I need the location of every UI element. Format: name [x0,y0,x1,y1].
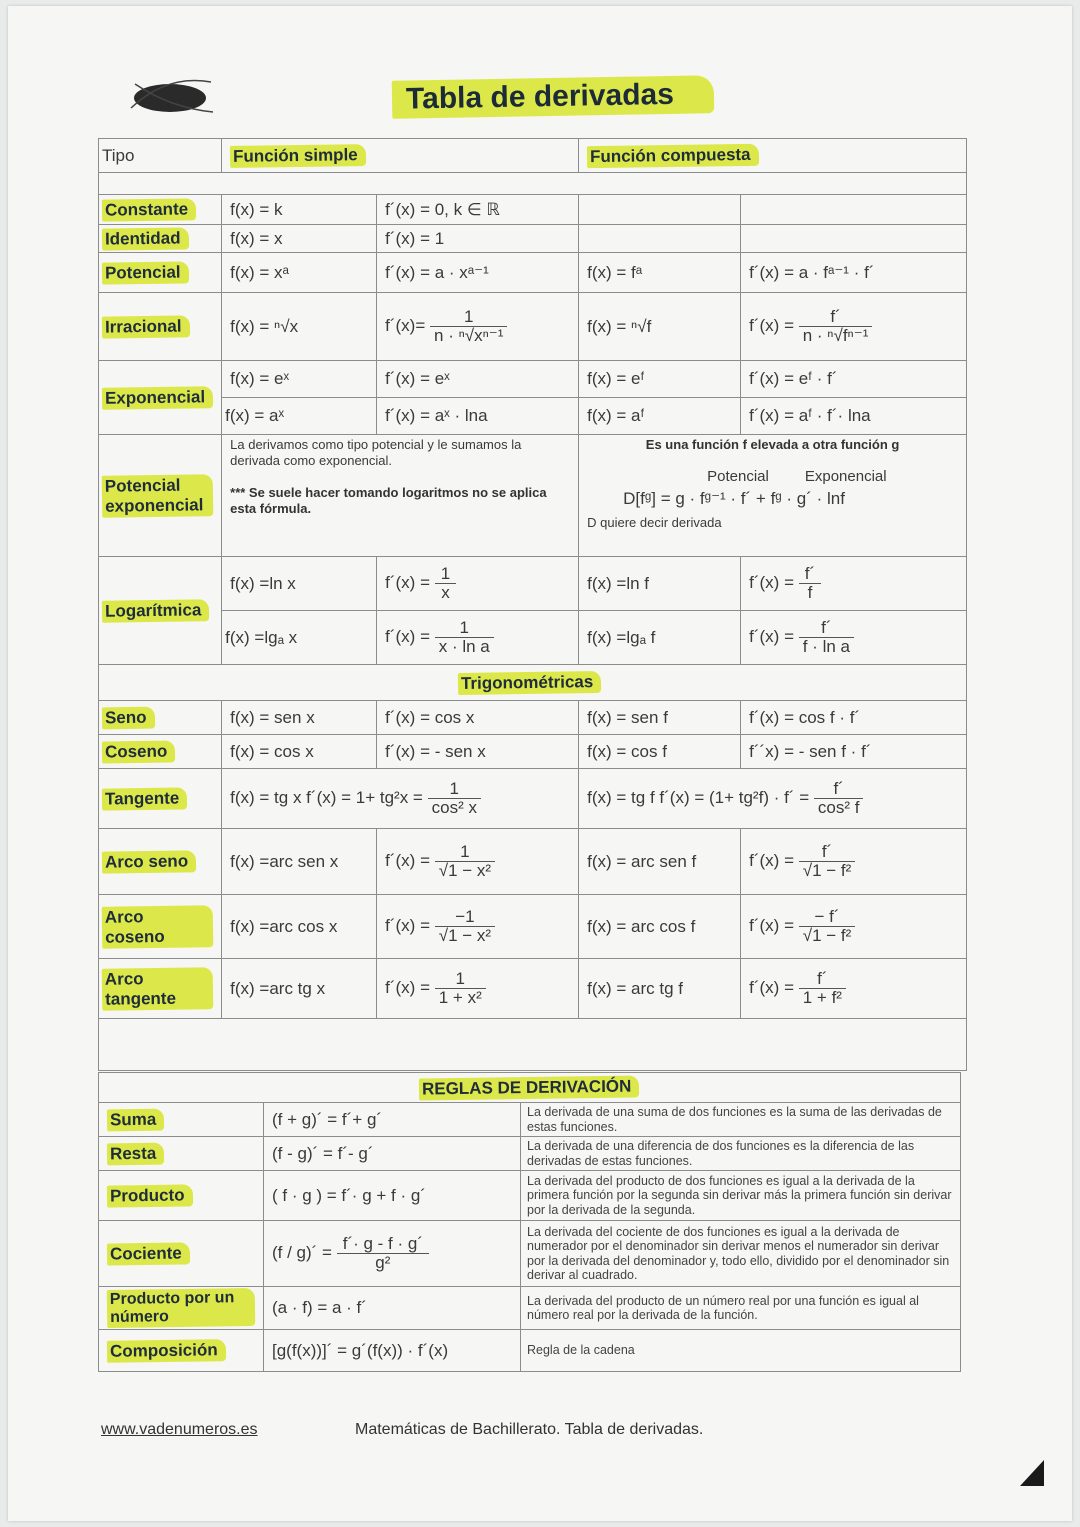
potexp-note2: *** Se suele hacer tomando logaritmos no se aplica esta fórmula. [230,485,547,516]
cell-g: f(x) =lgₐ f [579,611,741,665]
row-label-arcocoseno: Arco coseno [99,895,222,959]
cell-dg: f´(x) = $\frac{f´}{\text{f · ln a}}$ [741,611,967,665]
potexp-formula-cell [579,435,967,557]
cell-g: f(x) = aᶠ [579,398,741,435]
cell-df: f´(x) = $\frac{1}{x}$ [377,557,579,611]
row-label-coseno: Coseno [99,735,222,769]
cell-dg: f´(x) = $\frac{f´}{f}$ [741,557,967,611]
cell-dg: f´(x) = a · fᵃ⁻¹ · f´ [741,253,967,293]
footer-link[interactable]: www.vadenumeros.es [101,1421,258,1438]
cell-f: f(x) = ⁿ√x [222,293,377,361]
rule-formula: (f - g)´ = f´- g´ [264,1137,521,1171]
rule-label: Suma [99,1103,264,1137]
row-label-potexp: Potencial exponencial [99,435,222,557]
cell-f: f(x) = aˣ [222,398,377,435]
rule-label: Cociente [99,1221,264,1287]
cell-df: f´(x) = $\frac{1}{\text{√1 − x²}}$ [377,829,579,895]
potexp-notes [222,435,579,557]
row-label-exponencial: Exponencial [99,361,222,435]
header-tipo: Tipo [99,139,222,173]
cell-dg: f´´x) = - sen f · f´ [741,735,967,769]
cell-g [579,225,741,253]
cell-f: f(x) = eˣ [222,361,377,398]
rule-description: La derivada del producto de dos funciones es igual a la derivada de la primera función por la segunda sin derivar más la primera función sin derivar por la derivada de la segunda. [521,1171,961,1221]
rules-table [98,1072,961,1372]
label-exponencial: Exponencial [804,468,887,485]
cell-df: f´(x) = eˣ [377,361,579,398]
cell-df: f´(x) = cos x [377,701,579,735]
cell-dg: f´(x) = cos f · f´ [741,701,967,735]
logo-icon [127,78,213,116]
trig-section-title: Trigonométricas [99,665,967,701]
rule-formula: [g(f(x))]´ = g´(f(x)) · f´(x) [264,1330,521,1372]
cell-dg: f´(x) = $\frac{f´}{\text{n · ⁿ√fⁿ⁻¹}}$ [741,293,967,361]
tangente-compuesta: f(x) = tg f f´(x) = (1+ tg²f) · f´ = $\frac{f´}{\text{cos² f}}$ [579,769,967,829]
rules-title: REGLAS DE DERIVACIÓN [99,1073,961,1103]
footer-text: Matemáticas de Bachillerato. Tabla de derivadas. [355,1421,704,1438]
cell-g: f(x) = eᶠ [579,361,741,398]
label-potencial: Potencial [707,468,769,485]
potexp-formula: D[fᵍ] = g · fᵍ⁻¹ · f´ + fᵍ · g´ · lnf [623,489,845,508]
rule-description: Regla de la cadena [521,1330,961,1372]
cell-dg: f´(x) = aᶠ · f´· lna [741,398,967,435]
cell-df: f´(x) = $\frac{1}{\text{1 + x²}}$ [377,959,579,1019]
cell-df: f´(x) = - sen x [377,735,579,769]
rule-label: Producto por un número [99,1287,264,1330]
cell-f: f(x) =ln x [222,557,377,611]
rule-description: La derivada del cociente de dos funciones es igual a la derivada de numerador por el denominador sin derivar menos el numerador sin derivar por la derivada del denominador y, todo ello, dividido por el denominador sin derivar al cuadrado. [521,1221,961,1287]
spacer-row [99,173,967,195]
row-label-seno: Seno [99,701,222,735]
potexp-desc: Es una función f elevada a otra función g [645,437,900,452]
derivatives-table [98,138,967,1071]
cell-df: f´(x) = $\frac{-1}{\text{√1 − x²}}$ [377,895,579,959]
cell-g: f(x) = sen f [579,701,741,735]
rule-formula: (f / g)´ = $\frac{f´\cdot g - f \cdot g´}{\text{g²}}$ [264,1221,521,1287]
cell-g [579,195,741,225]
row-label-arcoseno: Arco seno [99,829,222,895]
row-label-arcotangente: Arco tangente [99,959,222,1019]
corner-triangle-icon [1020,1460,1044,1486]
potexp-labels [707,469,958,485]
rule-label: Producto [99,1171,264,1221]
cell-g: f(x) = cos f [579,735,741,769]
rule-label: Composición [99,1330,264,1372]
rule-description: La derivada de una diferencia de dos funciones es la diferencia de las derivadas de estas funciones. [521,1137,961,1171]
spacer-row [99,1019,967,1071]
row-label-constante: Constante [99,195,222,225]
rule-formula: (a · f) = a · f´ [264,1287,521,1330]
cell-dg: f´(x) = $\frac{f´}{\text{1 + f²}}$ [741,959,967,1019]
row-label-potencial: Potencial [99,253,222,293]
cell-g: f(x) = ⁿ√f [579,293,741,361]
cell-g: f(x) = arc sen f [579,829,741,895]
tangente-simple: f(x) = tg x f´(x) = 1+ tg²x = $\frac{1}{\text{cos² x}}$ [222,769,579,829]
cell-df: f´(x) = $\frac{1}{\text{x · ln a}}$ [377,611,579,665]
cell-df: f´(x) = aˣ · lna [377,398,579,435]
cell-g: f(x) = arc tg f [579,959,741,1019]
cell-g: f(x) =ln f [579,557,741,611]
rule-description: La derivada de una suma de dos funciones es la suma de las derivadas de estas funciones. [521,1103,961,1137]
cell-f: f(x) =lgₐ x [222,611,377,665]
rule-label: Resta [99,1137,264,1171]
header-simple: Función simple [222,139,579,173]
potexp-note3: D quiere decir derivada [587,515,722,530]
cell-dg: f´(x) = eᶠ · f´ [741,361,967,398]
cell-dg: f´(x) = $\frac{- f´}{\text{√1 − f²}}$ [741,895,967,959]
cell-df: f´(x) = 0, k ∈ ℝ [377,195,579,225]
cell-dg [741,225,967,253]
header-compuesta: Función compuesta [579,139,967,173]
cell-f: f(x) =arc cos x [222,895,377,959]
cell-df: f´(x)= $\frac{1}{\text{n · ⁿ√xⁿ⁻¹}}$ [377,293,579,361]
potexp-note1: La derivamos como tipo potencial y le sumamos la derivada como exponencial. [230,437,522,468]
cell-f: f(x) = xᵃ [222,253,377,293]
rule-formula: (f + g)´ = f´+ g´ [264,1103,521,1137]
cell-dg: f´(x) = $\frac{f´}{\text{√1 − f²}}$ [741,829,967,895]
cell-f: f(x) =arc tg x [222,959,377,1019]
cell-f: f(x) =arc sen x [222,829,377,895]
cell-f: f(x) = x [222,225,377,253]
row-label-irracional: Irracional [99,293,222,361]
cell-f: f(x) = k [222,195,377,225]
cell-f: f(x) = cos x [222,735,377,769]
row-label-tangente: Tangente [99,769,222,829]
cell-df: f´(x) = a · xᵃ⁻¹ [377,253,579,293]
cell-g: f(x) = fᵃ [579,253,741,293]
cell-f: f(x) = sen x [222,701,377,735]
cell-df: f´(x) = 1 [377,225,579,253]
row-label-identidad: Identidad [99,225,222,253]
row-label-logaritmica: Logarítmica [99,557,222,665]
page-title: Tabla de derivadas [392,75,715,119]
rule-description: La derivada del producto de un número real por una función es igual al número real por la derivada de la función. [521,1287,961,1330]
cell-dg [741,195,967,225]
cell-g: f(x) = arc cos f [579,895,741,959]
rule-formula: ( f · g ) = f´· g + f · g´ [264,1171,521,1221]
